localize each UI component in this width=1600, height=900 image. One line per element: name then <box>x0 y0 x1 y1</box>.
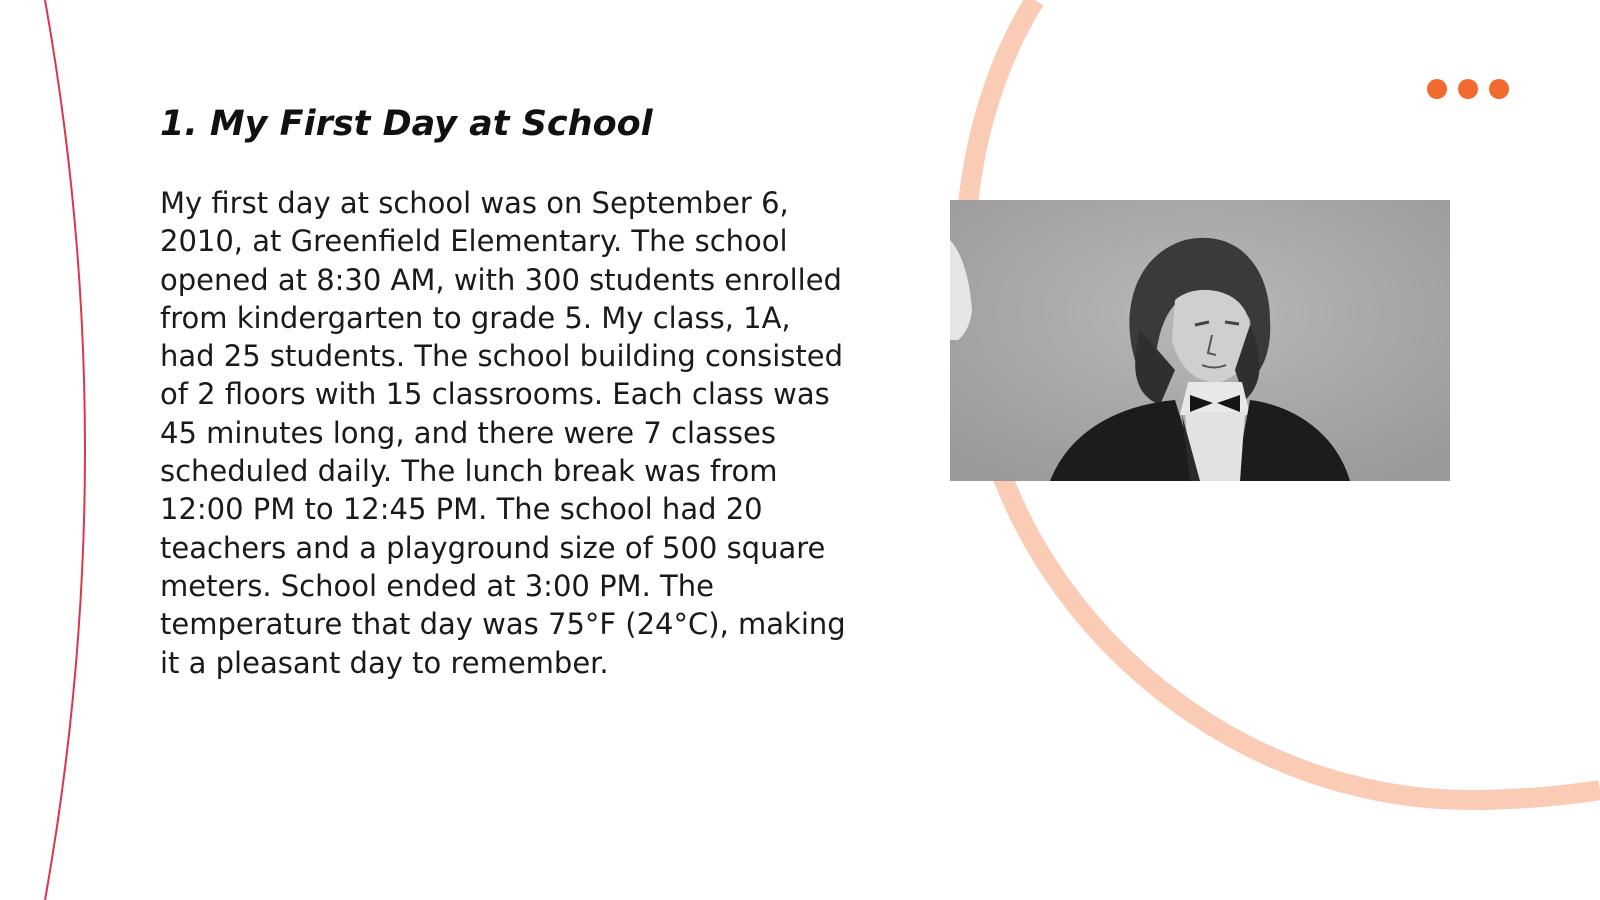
left-curve-line <box>45 0 85 900</box>
dot-1 <box>1427 79 1447 99</box>
portrait-photo-icon <box>950 200 1450 481</box>
three-dots-icon <box>1427 79 1509 99</box>
portrait-photo <box>950 200 1450 481</box>
dot-3 <box>1489 79 1509 99</box>
slide-title: 1. My First Day at School <box>160 104 653 144</box>
slide-body-text: My first day at school was on September 6, 2010, at Greenfield Elementary. The school opened at 8:30 AM, with 300 students enrolled from kindergarten to grade 5. My class, 1A, had 25 students. The school building consisted of 2 floors with 15 classrooms. Each class was 45 minutes long, and there were 7 classes scheduled daily. The lunch break was from 12:00 PM to 12:45 PM. The school had 20 teachers and a playground size of 500 square meters. School ended at 3:00 PM. The temperature that day was 75°F (24°C), making it a pleasant day to remember. <box>160 186 846 680</box>
dot-2 <box>1458 79 1478 99</box>
